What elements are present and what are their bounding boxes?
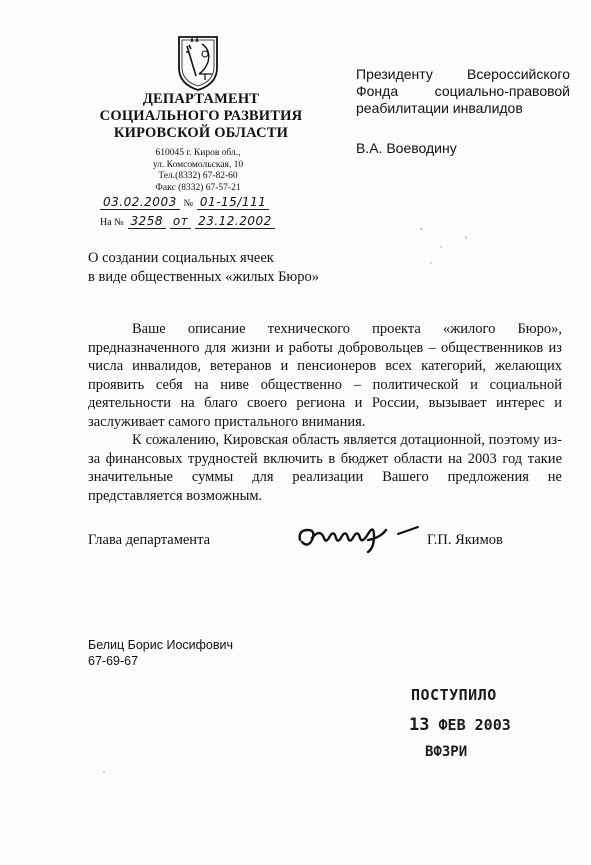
recipient-line: социально-правовой: [434, 83, 570, 99]
reply-from: от: [170, 214, 191, 229]
scan-speck: [430, 262, 432, 264]
registration-number: 01-15/111: [197, 195, 269, 210]
registration-date: 03.02.2003: [100, 195, 180, 210]
address-line: Факс (8332) 67-57-21: [155, 182, 241, 193]
signatory-name: Г.П. Якимов: [427, 532, 503, 548]
subject-line: О создании социальных ячеек: [88, 250, 274, 266]
stamp-organization: ВФЗРИ: [425, 744, 468, 760]
department-line: КИРОВСКОЙ ОБЛАСТИ: [113, 125, 289, 141]
department-address: [118, 148, 278, 194]
reply-date: 23.12.2002: [195, 214, 275, 229]
recipient-line: реабилитации инвалидов: [356, 100, 523, 116]
recipient-name: В.А. Воеводину: [356, 140, 457, 156]
body-paragraph: К сожалению, Кировская область является дотационной, поэтому из-за финансовых трудностей включить в бюджет области на 2003 год такие значительные суммы для реализации Вашего предложения не представляется возможным.: [88, 432, 562, 504]
executor-phone: 67-69-67: [88, 654, 139, 668]
recipient-line: Президенту: [356, 66, 433, 82]
stamp-date: [409, 715, 511, 735]
kirov-coat-of-arms-icon: [175, 34, 221, 92]
letter-body: [88, 320, 562, 505]
recipient-line: Фонда: [356, 83, 399, 99]
address-line: 610045 г. Киров обл.,: [155, 148, 241, 158]
reply-reference: [100, 214, 275, 228]
stamp-month-year: ФЕВ 2003: [438, 716, 511, 734]
number-prefix: №: [183, 198, 194, 209]
scan-speck: [420, 228, 423, 230]
body-paragraph: Ваше описание технического проекта «жилого Бюро», предназначенного для жизни и работы добровольцев – общественников из числа инвалидов, ветеранов и пенсионеров всех категорий, желающих проявить себя на ниве общественно – политической и социальной деятельности на благо своего региона и России, вызывает интерес и заслуживает самого пристального внимания.: [88, 321, 562, 430]
department-heading: [95, 91, 307, 142]
signatory-title: Глава департамента: [88, 532, 211, 548]
stamp-day: 13: [409, 715, 430, 735]
scan-speck: [440, 246, 442, 248]
executor-name: Белиц Борис Иосифович: [88, 638, 234, 652]
address-line: ул. Комсомольская, 10: [152, 159, 244, 170]
outgoing-registration: [100, 195, 269, 209]
scan-speck: [103, 771, 105, 773]
subject-line: в виде общественных «жилых Бюро»: [88, 269, 320, 285]
handwritten-signature: [294, 518, 424, 556]
department-line: СОЦИАЛЬНОГО РАЗВИТИЯ: [99, 108, 303, 124]
recipient-block: [356, 66, 570, 117]
scan-speck: [465, 236, 467, 239]
letter-subject: [88, 249, 319, 287]
reply-number: 3258: [128, 214, 167, 229]
stamp-received-label: ПОСТУПИЛО: [411, 686, 497, 704]
executor-block: [88, 637, 233, 669]
reply-prefix: На №: [100, 217, 124, 228]
department-line: ДЕПАРТАМЕНТ: [142, 91, 260, 107]
address-line: Тел.(8332) 67-82-60: [158, 171, 238, 181]
recipient-line: Всероссийского: [467, 66, 570, 82]
